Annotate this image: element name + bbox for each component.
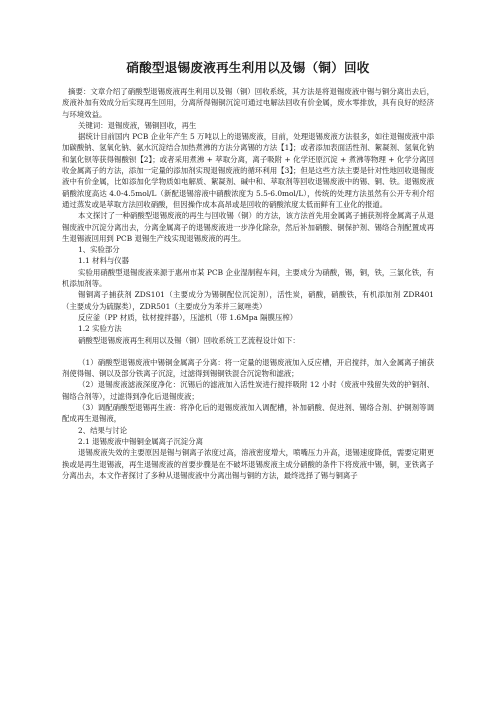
subsection-heading-separation: 2.1 退锡废液中锡铜金属离子沉淀分离 <box>78 436 203 446</box>
method-paragraph: 硝酸型退锡废液再生利用以及锡（铜）回收系统工艺流程设计如下： <box>78 335 300 345</box>
intro-paragraph-2: 本文探讨了一种硝酸型退锡废液的再生与回收锡（铜）的方法，该方法首先用金属离子捕获剂将金属离子从退锡废液中沉淀分离出去，分离金属离子的退锡废液进一步净化除杂，然后补加硝酸、铜保护剂、锡络合剂配置成再生退锡液回用到 PCB 退锡生产线实现退锡废液的再生。 <box>62 211 434 243</box>
page-title: 硝酸型退锡废液再生利用以及锡（铜）回收 <box>126 60 370 75</box>
results-paragraph: 退锡废液失效的主要原因是锡与铜离子浓度过高，溶液密度增大，喷嘴压力升高，退锡速度降低，需要定期更换或是再生退锡液，再生退锡废液的首要步骤是在不破坏退锡废液主成分硝酸的条件下将废液中锡，铜，亚铁离子分离出去，本文作者探讨了多种从退锡废液中分离出锡与铜的方法，最终选择了锡与铜离子 <box>62 448 434 480</box>
materials-paragraph-3: 反应釜（PP 材质，钛材搅拌器），压滤机（带 1.6Mpa 隔膜压榨） <box>78 312 298 322</box>
materials-paragraph-1: 实验用硝酸型退锡废液来源于惠州市某 PCB 企业湿制程车间，主要成分为硝酸，锡，铜，铁，三氯化铁，有机添加剂等。 <box>62 267 434 289</box>
keywords-line: 关键词：退锡废液，锡铜回收，再生 <box>78 120 197 130</box>
abstract-paragraph: 摘要：文章介绍了硝酸型退锡废液再生利用以及锡（铜）回收系统，其方法是将退锡废液中锡与铜分离出去后，废液补加有效成分后实现再生回用，分离所得锡铜沉淀可通过电解法回收有价金属，废水零排放，具有良好的经济与环境效益。 <box>62 87 434 119</box>
process-step-1: （1）硝酸型退锡废液中锡铜金属离子分离：将一定量的退锡废液加入反应槽，开启搅拌，加入金属离子捕获剂使得锡、铜以及部分铁离子沉淀，过滤得到锡铜铁混合沉淀物和滤液； <box>62 357 434 379</box>
materials-paragraph-2: 锡铜离子捕获剂 ZDS101（主要成分为锡铜配位沉淀剂），活性炭，硝酸，硝酸铁，有机添加剂 ZDR401（主要成分为硫脲类），ZDR501（主要成分为苯并三氮唑类） <box>62 290 434 311</box>
section-heading-experiment: 1、实验部分 <box>78 245 120 255</box>
process-step-3: （3）调配硝酸型退锡再生液：将净化后的退锡废液加入调配槽，补加硝酸、促进剂、锡络合剂、护铜剂等调配成再生退锡液， <box>62 403 434 424</box>
intro-paragraph-1: 据统计目前国内 PCB 企业年产生 5 万吨以上的退锡废液，目前，处理退锡废液方法很多，如往退锡废液中添加碳酸钠、氢氧化钠、氨水沉淀结合加热煮沸的方法分离锡的方法【1】；或者添加表面活性剂、絮凝剂、氢氧化钠和氯化钡等获得锡酸钡【2】；或者采用煮沸 + 萃取分离，离子吸附 + 化学还原沉淀 + 煮沸等物理 + 化学分离回收金属离子的方法，添加一定量的添加剂实现退锡废液的循环利用【3】；但是这些方法主要是针对性地回收退锡废液中有价金属，比如添加化学物质如电解质、絮凝剂、碱中和、萃取剂等回收退锡废液中的锡、铜、铁。退锡废液硝酸浓度高达 4.0-4.5mol/L（新配退锡溶液中硝酸浓度为 5.5-6.0mol/L），传统的处理方法虽然有公开专利介绍通过蒸发或是萃取方法回收硝酸，但因操作成本高昂或是回收的硝酸浓度太低而鲜有工业化的报道。 <box>62 132 434 209</box>
subsection-heading-method: 1.2 实验方法 <box>78 324 122 334</box>
section-heading-results: 2、结果与讨论 <box>78 425 128 435</box>
document-body <box>62 86 434 481</box>
spacer <box>62 346 434 357</box>
process-step-2: （2）退锡废液滤液深度净化：沉锡后的滤液加入活性炭进行搅拌吸附 12 小时（废液中残留失效的护铜剂、锡络合剂等），过滤得到净化后退锡废液； <box>62 380 434 401</box>
subsection-heading-materials: 1.1 材料与仪器 <box>78 256 130 266</box>
